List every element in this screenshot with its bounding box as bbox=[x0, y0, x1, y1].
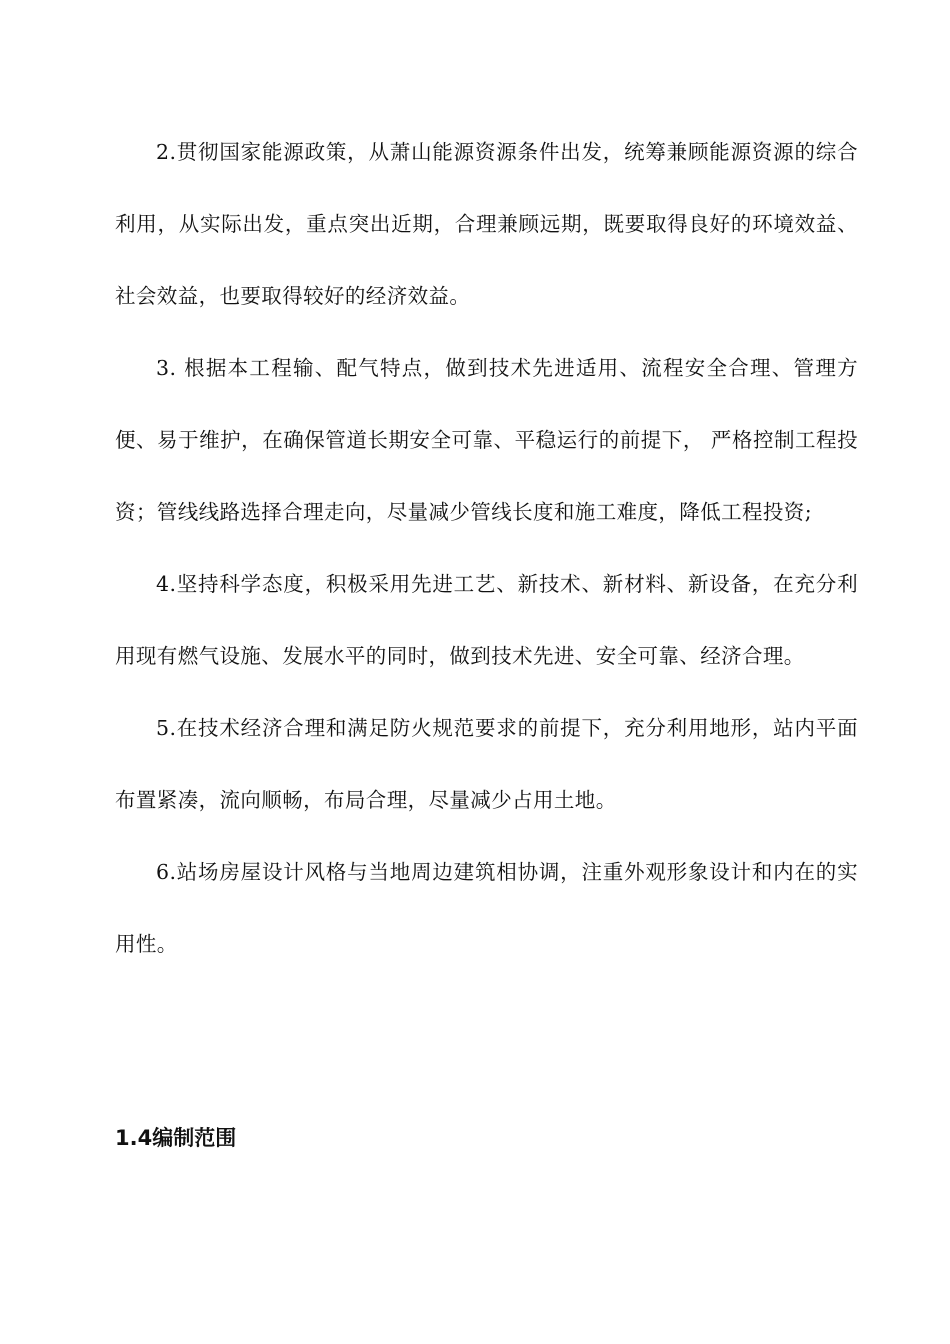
paragraph-5: 5.在技术经济合理和满足防火规范要求的前提下，充分利用地形，站内平面布置紧凑，流向顺畅，布局合理，尽量减少占用土地。 bbox=[115, 716, 858, 812]
body-text bbox=[115, 116, 858, 980]
paragraph-2: 2.贯彻国家能源政策，从萧山能源资源条件出发，统筹兼顾能源资源的综合利用，从实际出发，重点突出近期，合理兼顾远期，既要取得良好的环境效益、社会效益，也要取得较好的经济效益。 bbox=[115, 140, 858, 308]
section-heading: 1.4编制范围 bbox=[115, 1126, 237, 1150]
paragraph-4: 4.坚持科学态度，积极采用先进工艺、新技术、新材料、新设备，在充分利用现有燃气设施、发展水平的同时，做到技术先进、安全可靠、经济合理。 bbox=[115, 572, 858, 668]
paragraph-6: 6.站场房屋设计风格与当地周边建筑相协调，注重外观形象设计和内在的实用性。 bbox=[115, 860, 858, 956]
paragraph-3: 3. 根据本工程输、配气特点，做到技术先进适用、流程安全合理、管理方便、易于维护，在确保管道长期安全可靠、平稳运行的前提下， 严格控制工程投资；管线线路选择合理走向，尽量减少管线长度和施工难度，降低工程投资; bbox=[115, 356, 858, 524]
